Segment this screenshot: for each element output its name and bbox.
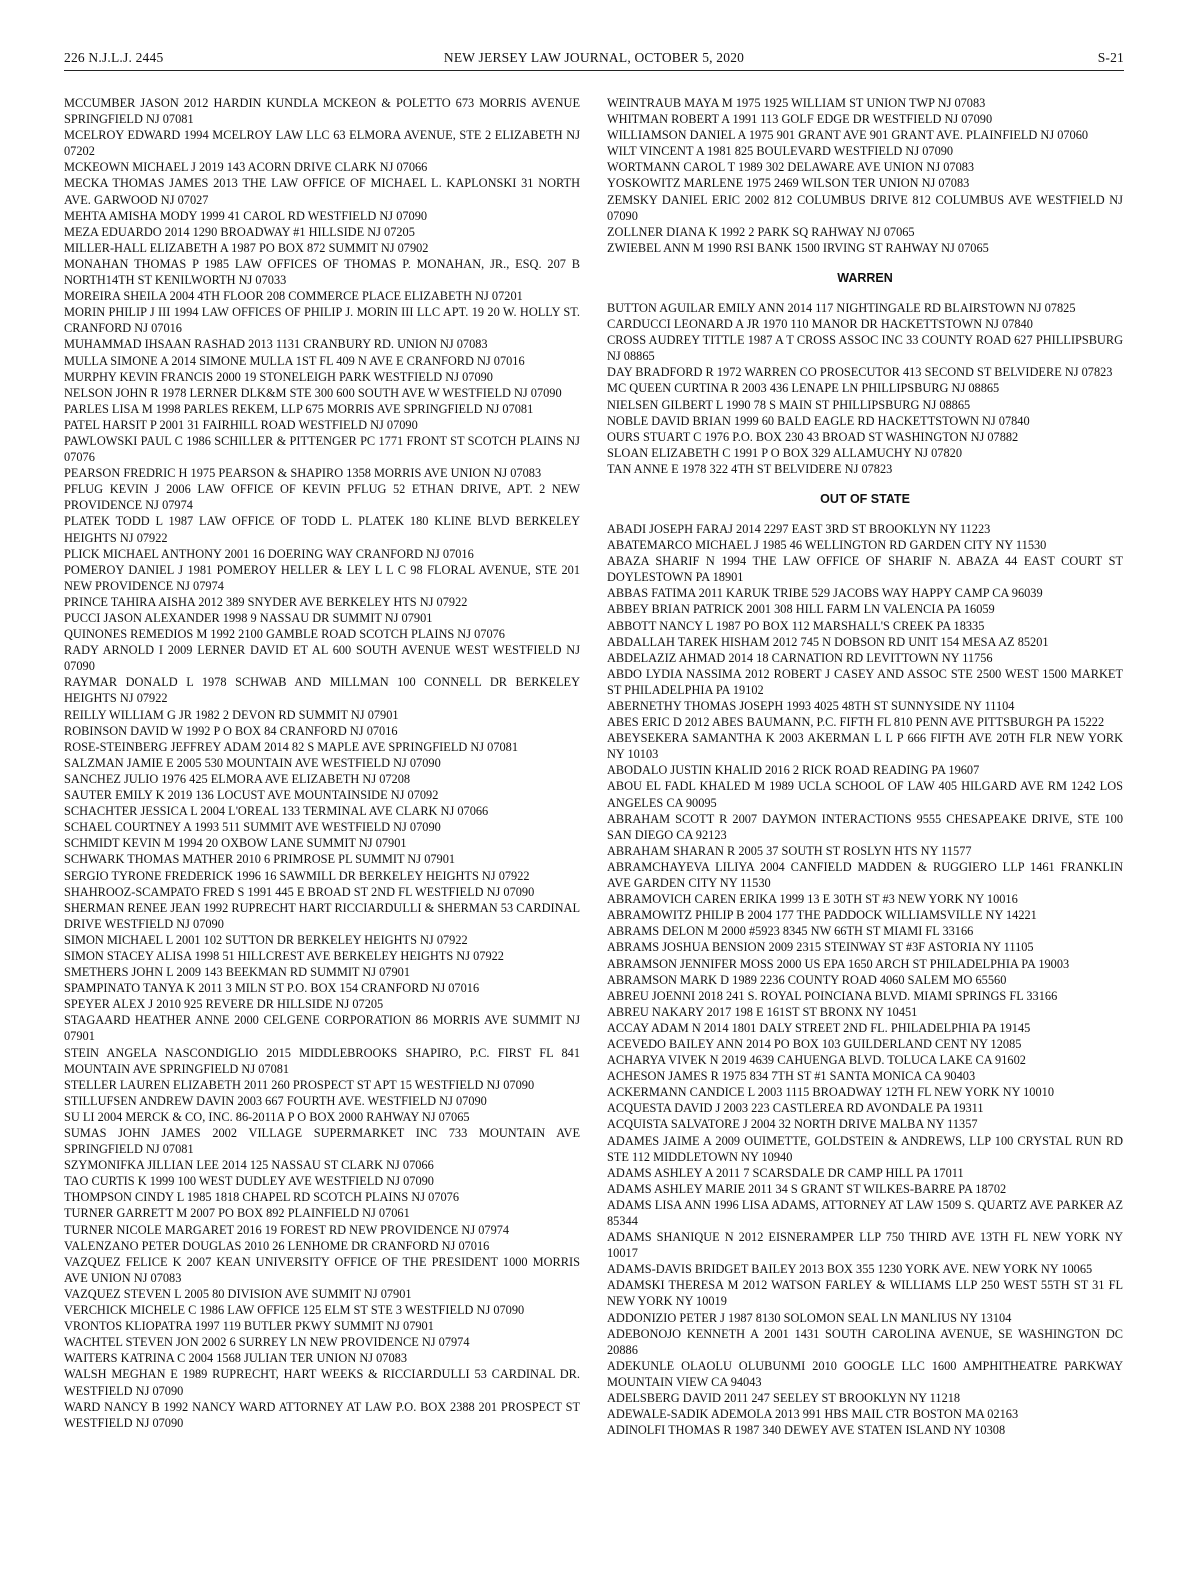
directory-entry: ADEBONOJO KENNETH A 2001 1431 SOUTH CAROLINA AVENUE, SE WASHINGTON DC 20886 [607, 1326, 1123, 1357]
directory-entry: ABDALLAH TAREK HISHAM 2012 745 N DOBSON RD UNIT 154 MESA AZ 85201 [607, 634, 1049, 649]
directory-entry: SCHAEL COURTNEY A 1993 511 SUMMIT AVE WESTFIELD NJ 07090 [64, 820, 441, 835]
directory-entry: ABBAS FATIMA 2011 KARUK TRIBE 529 JACOBS WAY HAPPY CAMP CA 96039 [607, 586, 1043, 601]
directory-entry: SHAHROOZ-SCAMPATO FRED S 1991 445 E BROAD ST 2ND FL WESTFIELD NJ 07090 [64, 884, 535, 899]
directory-entry: VERCHICK MICHELE C 1986 LAW OFFICE 125 ELM ST STE 3 WESTFIELD NJ 07090 [64, 1303, 525, 1318]
directory-entry: WACHTEL STEVEN JON 2002 6 SURREY LN NEW PROVIDENCE NJ 07974 [64, 1335, 470, 1350]
directory-entry: TAO CURTIS K 1999 100 WEST DUDLEY AVE WESTFIELD NJ 07090 [64, 1174, 434, 1189]
directory-entry: MC QUEEN CURTINA R 2003 436 LENAPE LN PHILLIPSBURG NJ 08865 [607, 381, 1000, 396]
directory-entry: ABRAMOVICH CAREN ERIKA 1999 13 E 30TH ST #3 NEW YORK NY 10016 [607, 892, 1018, 907]
section-title-warren: WARREN [837, 270, 893, 285]
directory-entry: ABADI JOSEPH FARAJ 2014 2297 EAST 3RD ST BROOKLYN NY 11223 [607, 521, 991, 536]
directory-entry: ADAMS LISA ANN 1996 LISA ADAMS, ATTORNEY AT LAW 1509 S. QUARTZ AVE PARKER AZ 85344 [607, 1197, 1123, 1228]
directory-entry: VRONTOS KLIOPATRA 1997 119 BUTLER PKWY SUMMIT NJ 07901 [64, 1319, 434, 1334]
directory-entry: WORTMANN CAROL T 1989 302 DELAWARE AVE UNION NJ 07083 [607, 160, 975, 175]
section-title-out-of-state: OUT OF STATE [820, 491, 910, 506]
directory-entry: MOREIRA SHEILA 2004 4TH FLOOR 208 COMMERCE PLACE ELIZABETH NJ 07201 [64, 289, 523, 304]
directory-entry: ADAMS ASHLEY A 2011 7 SCARSDALE DR CAMP HILL PA 17011 [607, 1165, 964, 1180]
directory-entry: ACEVEDO BAILEY ANN 2014 PO BOX 103 GUILDERLAND CENT NY 12085 [607, 1036, 1022, 1051]
directory-entry: DAY BRADFORD R 1972 WARREN CO PROSECUTOR 413 SECOND ST BELVIDERE NJ 07823 [607, 365, 1113, 380]
directory-entry: QUINONES REMEDIOS M 1992 2100 GAMBLE ROAD SCOTCH PLAINS NJ 07076 [64, 627, 505, 642]
directory-entry: SZYMONIFKA JILLIAN LEE 2014 125 NASSAU ST CLARK NJ 07066 [64, 1158, 434, 1173]
directory-entry: PUCCI JASON ALEXANDER 1998 9 NASSAU DR SUMMIT NJ 07901 [64, 611, 433, 625]
directory-entry: NOBLE DAVID BRIAN 1999 60 BALD EAGLE RD HACKETTSTOWN NJ 07840 [607, 413, 1030, 428]
directory-entry: PLICK MICHAEL ANTHONY 2001 16 DOERING WAY CRANFORD NJ 07016 [64, 546, 474, 561]
directory-entry: ABODALO JUSTIN KHALID 2016 2 RICK ROAD READING PA 19607 [607, 763, 980, 778]
directory-entry: WILT VINCENT A 1981 825 BOULEVARD WESTFIELD NJ 07090 [607, 144, 954, 159]
directory-entry: ADAMS-DAVIS BRIDGET BAILEY 2013 BOX 355 1230 YORK AVE. NEW YORK NY 10065 [607, 1262, 1093, 1277]
directory-entry: VAZQUEZ FELICE K 2007 KEAN UNIVERSITY OFFICE OF THE PRESIDENT 1000 MORRIS AVE UNION NJ 07083 [64, 1254, 580, 1285]
directory-entry: TAN ANNE E 1978 322 4TH ST BELVIDERE NJ 07823 [607, 461, 893, 476]
directory-entry: SLOAN ELIZABETH C 1991 P O BOX 329 ALLAMUCHY NJ 07820 [607, 445, 962, 460]
directory-entry: POMEROY DANIEL J 1981 POMEROY HELLER & LEY L L C 98 FLORAL AVENUE, STE 201 NEW PROVIDENCE NJ 07974 [64, 562, 580, 593]
directory-entry: SMETHERS JOHN L 2009 143 BEEKMAN RD SUMMIT NJ 07901 [64, 965, 410, 980]
directory-entry: PARLES LISA M 1998 PARLES REKEM, LLP 675 MORRIS AVE SPRINGFIELD NJ 07081 [64, 401, 534, 416]
directory-entry: ABRAMOWITZ PHILIP B 2004 177 THE PADDOCK WILLIAMSVILLE NY 14221 [607, 908, 1037, 923]
directory-entry: ABAZA SHARIF N 1994 THE LAW OFFICE OF SHARIF N. ABAZA 44 EAST COURT ST DOYLESTOWN PA 18901 [607, 554, 1123, 585]
right-column [607, 95, 1123, 1438]
directory-entry: MEZA EDUARDO 2014 1290 BROADWAY #1 HILLSIDE NJ 07205 [64, 224, 415, 239]
directory-entry: SAUTER EMILY K 2019 136 LOCUST AVE MOUNTAINSIDE NJ 07092 [64, 788, 439, 803]
directory-entry: ABBEY BRIAN PATRICK 2001 308 HILL FARM LN VALENCIA PA 16059 [607, 602, 995, 617]
directory-entry: ACCAY ADAM N 2014 1801 DALY STREET 2ND FL. PHILADELPHIA PA 19145 [607, 1020, 1031, 1035]
directory-entry: SPAMPINATO TANYA K 2011 3 MILN ST P.O. BOX 154 CRANFORD NJ 07016 [64, 981, 480, 996]
directory-entry: ABRAHAM SCOTT R 2007 DAYMON INTERACTIONS 9555 CHESAPEAKE DRIVE, STE 100 SAN DIEGO CA 92123 [607, 811, 1123, 842]
directory-entry: PATEL HARSIT P 2001 31 FAIRHILL ROAD WESTFIELD NJ 07090 [64, 417, 418, 432]
directory-entry: ACHARYA VIVEK N 2019 4639 CAHUENGA BLVD. TOLUCA LAKE CA 91602 [607, 1053, 1026, 1068]
directory-entry: MEHTA AMISHA MODY 1999 41 CAROL RD WESTFIELD NJ 07090 [64, 208, 428, 223]
directory-entry: PLATEK TODD L 1987 LAW OFFICE OF TODD L. PLATEK 180 KLINE BLVD BERKELEY HEIGHTS NJ 07922 [64, 514, 580, 545]
header-citation: 226 N.J.L.J. 2445 [64, 50, 164, 65]
directory-entry: ADAMS ASHLEY MARIE 2011 34 S GRANT ST WILKES-BARRE PA 18702 [607, 1181, 1007, 1196]
directory-entry: ABRAMS JOSHUA BENSION 2009 2315 STEINWAY ST #3F ASTORIA NY 11105 [607, 940, 1034, 955]
directory-entry: WARD NANCY B 1992 NANCY WARD ATTORNEY AT LAW P.O. BOX 2388 201 PROSPECT ST WESTFIELD NJ 07090 [64, 1399, 580, 1430]
directory-entry: ADAMS SHANIQUE N 2012 EISNERAMPER LLP 750 THIRD AVE 13TH FL NEW YORK NY 10017 [607, 1230, 1123, 1261]
directory-entry: ABREU NAKARY 2017 198 E 161ST ST BRONX NY 10451 [607, 1004, 918, 1019]
directory-entry: YOSKOWITZ MARLENE 1975 2469 WILSON TER UNION NJ 07083 [607, 176, 970, 191]
directory-entry: ADELSBERG DAVID 2011 247 SEELEY ST BROOKLYN NY 11218 [607, 1391, 961, 1406]
directory-entry: THOMPSON CINDY L 1985 1818 CHAPEL RD SCOTCH PLAINS NJ 07076 [64, 1190, 460, 1205]
directory-entry: ZOLLNER DIANA K 1992 2 PARK SQ RAHWAY NJ 07065 [607, 224, 915, 239]
directory-entry: ADINOLFI THOMAS R 1987 340 DEWEY AVE STATEN ISLAND NY 10308 [607, 1423, 1006, 1438]
directory-entry: CARDUCCI LEONARD A JR 1970 110 MANOR DR HACKETTSTOWN NJ 07840 [607, 317, 1033, 332]
directory-entry: ABERNETHY THOMAS JOSEPH 1993 4025 48TH ST SUNNYSIDE NY 11104 [607, 699, 1015, 713]
page-header [64, 48, 1124, 71]
directory-entry: SIMON STACEY ALISA 1998 51 HILLCREST AVE BERKELEY HEIGHTS NJ 07922 [64, 948, 504, 963]
directory-entry: SERGIO TYRONE FREDERICK 1996 16 SAWMILL DR BERKELEY HEIGHTS NJ 07922 [64, 868, 530, 883]
directory-entry: ZEMSKY DANIEL ERIC 2002 812 COLUMBUS DRIVE 812 COLUMBUS AVE WESTFIELD NJ 07090 [607, 192, 1123, 223]
warren-list [607, 300, 1123, 477]
directory-entry: SCHMIDT KEVIN M 1994 20 OXBOW LANE SUMMIT NJ 07901 [64, 836, 407, 851]
directory-entry: WALSH MEGHAN E 1989 RUPRECHT, HART WEEKS & RICCIARDULLI 53 CARDINAL DR. WESTFIELD NJ 07090 [64, 1367, 580, 1398]
directory-entry: MUHAMMAD IHSAAN RASHAD 2013 1131 CRANBURY RD. UNION NJ 07083 [64, 337, 488, 352]
directory-entry: ADEKUNLE OLAOLU OLUBUNMI 2010 GOOGLE LLC 1600 AMPHITHEATRE PARKWAY MOUNTAIN VIEW CA 94043 [607, 1358, 1123, 1389]
directory-entry: PEARSON FREDRIC H 1975 PEARSON & SHAPIRO 1358 MORRIS AVE UNION NJ 07083 [64, 466, 542, 481]
directory-entry: SHERMAN RENEE JEAN 1992 RUPRECHT HART RICCIARDULLI & SHERMAN 53 CARDINAL DRIVE WESTFIELD NJ 07090 [64, 900, 580, 931]
directory-entry: OURS STUART C 1976 P.O. BOX 230 43 BROAD ST WASHINGTON NJ 07882 [607, 429, 1019, 444]
directory-entry: MILLER-HALL ELIZABETH A 1987 PO BOX 872 SUMMIT NJ 07902 [64, 240, 429, 255]
directory-entry: PRINCE TAHIRA AISHA 2012 389 SNYDER AVE BERKELEY HTS NJ 07922 [64, 594, 468, 609]
directory-entry: ADAMSKI THERESA M 2012 WATSON FARLEY & WILLIAMS LLP 250 WEST 55TH ST 31 FL NEW YORK NY 10019 [607, 1278, 1123, 1309]
directory-entry: SANCHEZ JULIO 1976 425 ELMORA AVE ELIZABETH NJ 07208 [64, 771, 411, 786]
directory-entry: ABDO LYDIA NASSIMA 2012 ROBERT J CASEY AND ASSOC STE 2500 WEST 1500 MARKET ST PHILADELPHIA PA 19102 [607, 666, 1123, 697]
directory-entry: NELSON JOHN R 1978 LERNER DLK&M STE 300 600 SOUTH AVE W WESTFIELD NJ 07090 [64, 385, 562, 400]
directory-entry: MCKEOWN MICHAEL J 2019 143 ACORN DRIVE CLARK NJ 07066 [64, 160, 428, 175]
directory-entry: ADDONIZIO PETER J 1987 8130 SOLOMON SEAL LN MANLIUS NY 13104 [607, 1310, 1012, 1325]
directory-entry: ABOU EL FADL KHALED M 1989 UCLA SCHOOL OF LAW 405 HILGARD AVE RM 1242 LOS ANGELES CA 90095 [607, 779, 1123, 810]
directory-entry: SPEYER ALEX J 2010 925 REVERE DR HILLSIDE NJ 07205 [64, 997, 384, 1012]
directory-entry: SCHACHTER JESSICA L 2004 L'OREAL 133 TERMINAL AVE CLARK NJ 07066 [64, 804, 489, 819]
directory-entry: SUMAS JOHN JAMES 2002 VILLAGE SUPERMARKET INC 733 MOUNTAIN AVE SPRINGFIELD NJ 07081 [64, 1126, 580, 1157]
left-column [64, 95, 580, 1431]
directory-entry: MORIN PHILIP J III 1994 LAW OFFICES OF PHILIP J. MORIN III LLC APT. 19 20 W. HOLLY ST. CRANFORD NJ 07016 [64, 305, 580, 336]
directory-entry: ACHESON JAMES R 1975 834 7TH ST #1 SANTA MONICA CA 90403 [607, 1069, 976, 1084]
directory-entry: SU LI 2004 MERCK & CO, INC. 86-2011A P O BOX 2000 RAHWAY NJ 07065 [64, 1109, 470, 1124]
directory-entry: VALENZANO PETER DOUGLAS 2010 26 LENHOME DR CRANFORD NJ 07016 [64, 1238, 490, 1253]
directory-entry: ABES ERIC D 2012 ABES BAUMANN, P.C. FIFTH FL 810 PENN AVE PITTSBURGH PA 15222 [607, 715, 1105, 730]
directory-entry: MULLA SIMONE A 2014 SIMONE MULLA 1ST FL 409 N AVE E CRANFORD NJ 07016 [64, 353, 525, 368]
directory-entry: SALZMAN JAMIE E 2005 530 MOUNTAIN AVE WESTFIELD NJ 07090 [64, 755, 441, 770]
directory-entry: ABDELAZIZ AHMAD 2014 18 CARNATION RD LEVITTOWN NY 11756 [607, 650, 993, 665]
directory-entry: RADY ARNOLD I 2009 LERNER DAVID ET AL 600 SOUTH AVENUE WEST WESTFIELD NJ 07090 [64, 643, 580, 674]
directory-entry: ZWIEBEL ANN M 1990 RSI BANK 1500 IRVING ST RAHWAY NJ 07065 [607, 240, 989, 255]
directory-entry: ABRAHAM SHARAN R 2005 37 SOUTH ST ROSLYN HTS NY 11577 [607, 843, 972, 858]
directory-entry: ACKERMANN CANDICE L 2003 1115 BROADWAY 12TH FL NEW YORK NY 10010 [607, 1085, 1054, 1100]
directory-entry: MECKA THOMAS JAMES 2013 THE LAW OFFICE OF MICHAEL L. KAPLONSKI 31 NORTH AVE. GARWOOD NJ 07027 [64, 176, 580, 207]
directory-entry: ABATEMARCO MICHAEL J 1985 46 WELLINGTON RD GARDEN CITY NY 11530 [607, 538, 1047, 553]
directory-entry: BUTTON AGUILAR EMILY ANN 2014 117 NIGHTINGALE RD BLAIRSTOWN NJ 07825 [607, 300, 1076, 315]
directory-entry: STILLUFSEN ANDREW DAVIN 2003 667 FOURTH AVE. WESTFIELD NJ 07090 [64, 1093, 487, 1108]
directory-entry: ACQUISTA SALVATORE J 2004 32 NORTH DRIVE MALBA NY 11357 [607, 1117, 978, 1132]
directory-entry: CROSS AUDREY TITTLE 1987 A T CROSS ASSOC INC 33 COUNTY ROAD 627 PHILLIPSBURG NJ 08865 [607, 333, 1123, 364]
directory-entry: ADAMES JAIME A 2009 OUIMETTE, GOLDSTEIN & ANDREWS, LLP 100 CRYSTAL RUN RD STE 112 MIDDLETOWN NY 10940 [607, 1133, 1123, 1164]
directory-entry: MCELROY EDWARD 1994 MCELROY LAW LLC 63 ELMORA AVENUE, STE 2 ELIZABETH NJ 07202 [64, 128, 580, 159]
directory-entry: WAITERS KATRINA C 2004 1568 JULIAN TER UNION NJ 07083 [64, 1351, 407, 1366]
directory-entry: ABRAMSON MARK D 1989 2236 COUNTY ROAD 4060 SALEM MO 65560 [607, 972, 1007, 987]
directory-entry: ABRAMCHAYEVA LILIYA 2004 CANFIELD MADDEN & RUGGIERO LLP 1461 FRANKLIN AVE GARDEN CITY NY 11530 [607, 859, 1123, 891]
header-publication: NEW JERSEY LAW JOURNAL, OCTOBER 5, 2020 [443, 50, 745, 65]
directory-entry: NIELSEN GILBERT L 1990 78 S MAIN ST PHILLIPSBURG NJ 08865 [607, 397, 971, 412]
directory-entry: MONAHAN THOMAS P 1985 LAW OFFICES OF THOMAS P. MONAHAN, JR., ESQ. 207 B NORTH14TH ST KENILWORTH NJ 07033 [64, 256, 580, 288]
directory-entry: SIMON MICHAEL L 2001 102 SUTTON DR BERKELEY HEIGHTS NJ 07922 [64, 932, 468, 947]
directory-entry: VAZQUEZ STEVEN L 2005 80 DIVISION AVE SUMMIT NJ 07901 [64, 1286, 412, 1301]
directory-entry: ROBINSON DAVID W 1992 P O BOX 84 CRANFORD NJ 07016 [64, 723, 398, 738]
directory-entry: ABBOTT NANCY L 1987 PO BOX 112 MARSHALL'S CREEK PA 18335 [607, 618, 985, 633]
directory-entry: SCHWARK THOMAS MATHER 2010 6 PRIMROSE PL SUMMIT NJ 07901 [64, 852, 456, 867]
directory-entry: WEINTRAUB MAYA M 1975 1925 WILLIAM ST UNION TWP NJ 07083 [607, 96, 986, 110]
directory-entry: REILLY WILLIAM G JR 1982 2 DEVON RD SUMMIT NJ 07901 [64, 707, 399, 722]
directory-entry: WHITMAN ROBERT A 1991 113 GOLF EDGE DR WESTFIELD NJ 07090 [607, 112, 993, 127]
directory-entry: STAGAARD HEATHER ANNE 2000 CELGENE CORPORATION 86 MORRIS AVE SUMMIT NJ 07901 [64, 1013, 580, 1044]
directory-entry: STEIN ANGELA NASCONDIGLIO 2015 MIDDLEBROOKS SHAPIRO, P.C. FIRST FL 841 MOUNTAIN AVE SPRINGFIELD NJ 07081 [64, 1045, 580, 1076]
union-county-continued [607, 95, 1123, 256]
directory-entry: STELLER LAUREN ELIZABETH 2011 260 PROSPECT ST APT 15 WESTFIELD NJ 07090 [64, 1077, 535, 1092]
out-of-state-list [607, 521, 1123, 1438]
directory-entry: ACQUESTA DAVID J 2003 223 CASTLEREA RD AVONDALE PA 19311 [607, 1101, 984, 1116]
directory-entry: ABRAMS DELON M 2000 #5923 8345 NW 66TH ST MIAMI FL 33166 [607, 924, 974, 939]
directory-entry: TURNER GARRETT M 2007 PO BOX 892 PLAINFIELD NJ 07061 [64, 1206, 410, 1221]
directory-entry: MCCUMBER JASON 2012 HARDIN KUNDLA MCKEON & POLETTO 673 MORRIS AVENUE SPRINGFIELD NJ 07081 [64, 96, 580, 127]
directory-entry: PFLUG KEVIN J 2006 LAW OFFICE OF KEVIN PFLUG 52 ETHAN DRIVE, APT. 2 NEW PROVIDENCE NJ 07974 [64, 482, 580, 513]
directory-entry: TURNER NICOLE MARGARET 2016 19 FOREST RD NEW PROVIDENCE NJ 07974 [64, 1222, 510, 1237]
directory-entry: ABREU JOENNI 2018 241 S. ROYAL POINCIANA BLVD. MIAMI SPRINGS FL 33166 [607, 988, 1058, 1003]
directory-entry: WILLIAMSON DANIEL A 1975 901 GRANT AVE 901 GRANT AVE. PLAINFIELD NJ 07060 [607, 128, 1089, 143]
directory-entry: ADEWALE-SADIK ADEMOLA 2013 991 HBS MAIL CTR BOSTON MA 02163 [607, 1407, 1019, 1422]
directory-entry: ABRAMSON JENNIFER MOSS 2000 US EPA 1650 ARCH ST PHILADELPHIA PA 19003 [607, 956, 1070, 971]
directory-entry: RAYMAR DONALD L 1978 SCHWAB AND MILLMAN 100 CONNELL DR BERKELEY HEIGHTS NJ 07922 [64, 675, 580, 706]
header-page-number: S-21 [1097, 50, 1124, 65]
directory-entry: ROSE-STEINBERG JEFFREY ADAM 2014 82 S MAPLE AVE SPRINGFIELD NJ 07081 [64, 739, 519, 754]
directory-entry: PAWLOWSKI PAUL C 1986 SCHILLER & PITTENGER PC 1771 FRONT ST SCOTCH PLAINS NJ 07076 [64, 433, 580, 465]
directory-entry: ABEYSEKERA SAMANTHA K 2003 AKERMAN L L P 666 FIFTH AVE 20TH FLR NEW YORK NY 10103 [607, 731, 1123, 762]
directory-entry: MURPHY KEVIN FRANCIS 2000 19 STONELEIGH PARK WESTFIELD NJ 07090 [64, 369, 493, 384]
